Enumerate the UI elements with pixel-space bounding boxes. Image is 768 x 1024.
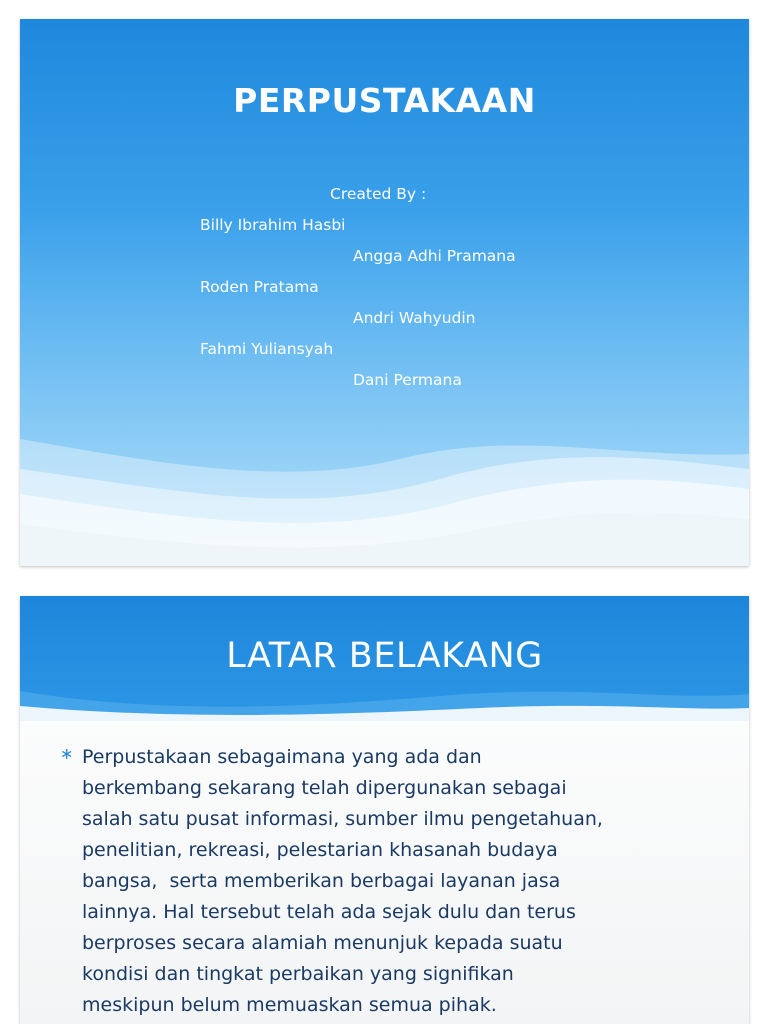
slide-title: LATAR BELAKANG <box>226 636 543 676</box>
slide-title: PERPUSTAKAAN <box>233 81 536 120</box>
paragraph <box>82 742 732 1021</box>
text-line: kondisi dan tingkat perbaikan yang signifikan <box>82 963 514 985</box>
text-line: meskipun belum memuaskan semua pihak. <box>82 994 497 1016</box>
member-name: Angga Adhi Pramana <box>353 247 516 265</box>
text-line: bangsa, serta memberikan berbagai layanan jasa <box>82 870 561 892</box>
text-line: Perpustakaan sebagaimana yang ada dan <box>82 746 482 768</box>
bullet-item <box>60 742 732 1021</box>
title-slide <box>20 19 749 566</box>
text-line: salah satu pusat informasi, sumber ilmu pengetahuan, <box>82 808 603 830</box>
member-name: Fahmi Yuliansyah <box>200 340 334 358</box>
member-name: Billy Ibrahim Hasbi <box>200 216 346 234</box>
bullet-marker-icon: ∗ <box>60 744 74 763</box>
slide-header <box>20 596 749 721</box>
member-name: Andri Wahyudin <box>353 309 476 327</box>
member-name: Roden Pratama <box>200 278 319 296</box>
text-line: berproses secara alamiah menunjuk kepada suatu <box>82 932 563 954</box>
text-line: lainnya. Hal tersebut telah ada sejak dulu dan terus <box>82 901 576 923</box>
created-by-label: Created By : <box>330 185 427 203</box>
member-name: Dani Permana <box>353 371 462 389</box>
text-line: berkembang sekarang telah dipergunakan sebagai <box>82 777 567 799</box>
content-slide <box>20 596 749 1024</box>
text-line: penelitian, rekreasi, pelestarian khasanah budaya <box>82 839 558 861</box>
